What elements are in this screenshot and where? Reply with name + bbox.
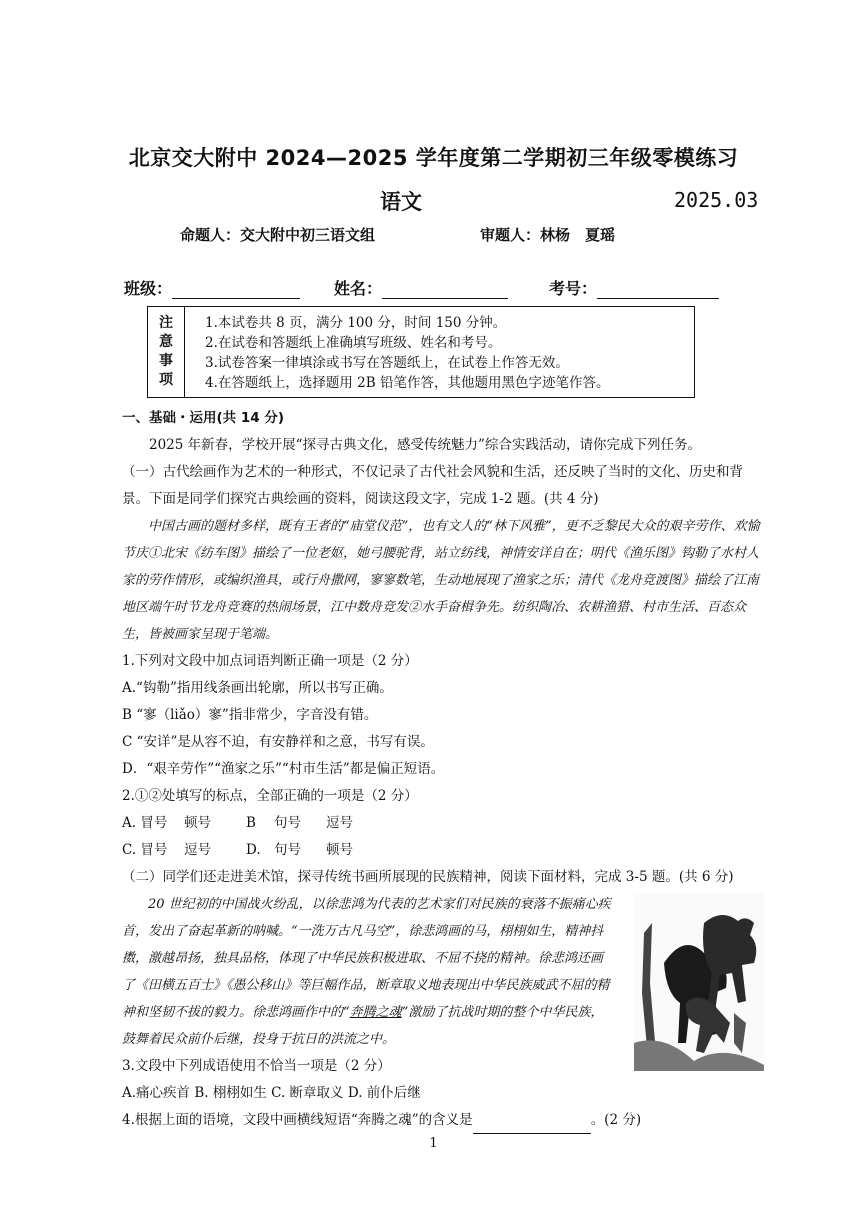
notice-item: 2.在试卷和答题纸上准确填写班级、姓名和考号。 — [205, 335, 502, 351]
exam-no-label: 考号： — [549, 279, 598, 298]
author-credit: 命题人：交大附中初三语文组 — [180, 226, 376, 244]
q1-option-c[interactable]: C “安详”是从容不迫，有安静祥和之意，书写有误。 — [122, 734, 434, 750]
q1-option-b[interactable]: B “寥（liǎo）寥”指非常少，字音没有错。 — [122, 707, 378, 723]
notice-item: 3.试卷答案一律填涂或书写在答题纸上，在试卷上作答无效。 — [205, 355, 569, 371]
notice-item: 4.在答题纸上，选择题用 2B 铅笔作答，其他题用黑色字迹笔作答。 — [205, 375, 610, 391]
section-heading: 一、基础・运用(共 14 分) — [122, 410, 285, 426]
class-label: 班级： — [124, 279, 173, 298]
part1-heading: （一）古代绘画作为艺术的一种形式，不仅记录了古代社会风貌和生活，还反映了当时的文化、历史和背景。下面是同学们探究古典绘画的资料，阅读这段文字，完成 1-2 题。(共 4 分) — [122, 464, 743, 507]
question-1: 1.下列对文段中加点词语判断正确一项是（2 分） — [122, 653, 418, 669]
q3-options[interactable]: A.痛心疾首 B. 栩栩如生 C. 断章取义 D. 前仆后继 — [122, 1085, 421, 1101]
authors-line — [180, 224, 616, 245]
notice-items — [185, 307, 609, 397]
notice-label: 注 意 事 项 — [148, 307, 185, 397]
section-basics — [122, 405, 762, 1134]
notice-box — [147, 306, 695, 398]
section-intro: 2025 年新春，学校开展“探寻古典文化，感受传统魅力”综合实践活动，请你完成下列任务。 — [149, 437, 701, 453]
q2-options-row-2[interactable]: C. 冒号 逗号 D. 句号 顿号 — [122, 842, 353, 858]
class-blank[interactable] — [172, 282, 300, 299]
part2-heading: （二）同学们还走进美术馆，探寻传统书画所展现的民族精神，阅读下面材料，完成 3-5 题。(共 6 分) — [122, 869, 734, 885]
exam-title: 北京交大附中 2024—2025 学年度第二学期初三年级零模练习 — [128, 146, 739, 170]
q1-option-d[interactable]: D．“艰辛劳作”“渔家之乐”“村市生活”都是偏正短语。 — [122, 761, 445, 777]
horse-excerpt: 20 世纪初的中国战火纷乱，以徐悲鸿为代表的艺术家们对民族的衰落不振痛心疾首，发出了奋起革新的呐喊。“一洗万古凡马空”，徐悲鸿画的马，栩栩如生，精神抖擞，激越昂扬，独具品格，体现了中华民族积极进取、不屈不挠的精神。徐悲鸿还画了《田横五百士》《愚公移山》等巨幅作品，断章取义地表现出中华民族威武不屈的精神和坚韧不拔的毅力。徐悲鸿画作中的“奔腾之魂”激励了抗战时期的整个中华民族，鼓舞着民众前仆后继，投身于抗日的洪流之中。 — [122, 897, 611, 1047]
question-3: 3.文段中下列成语使用不恰当一项是（2 分） — [122, 1058, 391, 1074]
exam-date: 2025.03 — [674, 188, 759, 212]
painting-excerpt: 中国古画的题材多样，既有王者的“庙堂仪范”，也有文人的“林下风雅”，更不乏黎民大众的艰辛劳作、欢愉节庆①北宋《纺车图》描绘了一位老妪，她弓腰驼背，站立纺线，神情安详自在；明代《渔乐图》钩勒了水村人家的劳作情形，或编织渔具，或行舟撒网，寥寥数笔，生动地展现了渔家之乐；清代《龙舟竞渡图》描绘了江南地区端午时节龙舟竞赛的热闹场景，江中数舟竞发②水手奋楫争先。纺织陶冶、农耕渔猎、村市生活、百态众生，皆被画家呈现于笔端。 — [122, 519, 760, 642]
underlined-phrase: 奔腾之魂 — [349, 1005, 402, 1020]
q4-answer-blank[interactable] — [473, 1119, 591, 1134]
notice-item: 1.本试卷共 8 页，满分 100 分，时间 150 分钟。 — [205, 315, 507, 331]
question-2: 2.①②处填写的标点，全部正确的一项是（2 分） — [122, 788, 418, 804]
name-label: 姓名： — [334, 279, 383, 298]
question-4: 4.根据上面的语境，文段中画横线短语“奔腾之魂”的含义是 。(2 分) — [122, 1107, 762, 1134]
name-blank[interactable] — [382, 282, 508, 299]
exam-no-blank[interactable] — [597, 282, 719, 299]
class-field[interactable] — [124, 276, 300, 299]
q1-option-a[interactable]: A.“钩勒”指用线条画出轮廓，所以书写正确。 — [122, 680, 393, 696]
reviewer-credit: 审题人：林杨 夏瑶 — [480, 226, 616, 244]
page-number: 1 — [429, 1136, 438, 1151]
horse-excerpt-block — [122, 891, 762, 1053]
galloping-horses-painting — [634, 893, 764, 1071]
subject-label: 语文 — [380, 190, 422, 214]
exam-no-field[interactable] — [549, 276, 719, 299]
q2-options-row-1[interactable]: A. 冒号 顿号 B 句号 逗号 — [122, 815, 353, 831]
name-field[interactable] — [334, 276, 508, 299]
